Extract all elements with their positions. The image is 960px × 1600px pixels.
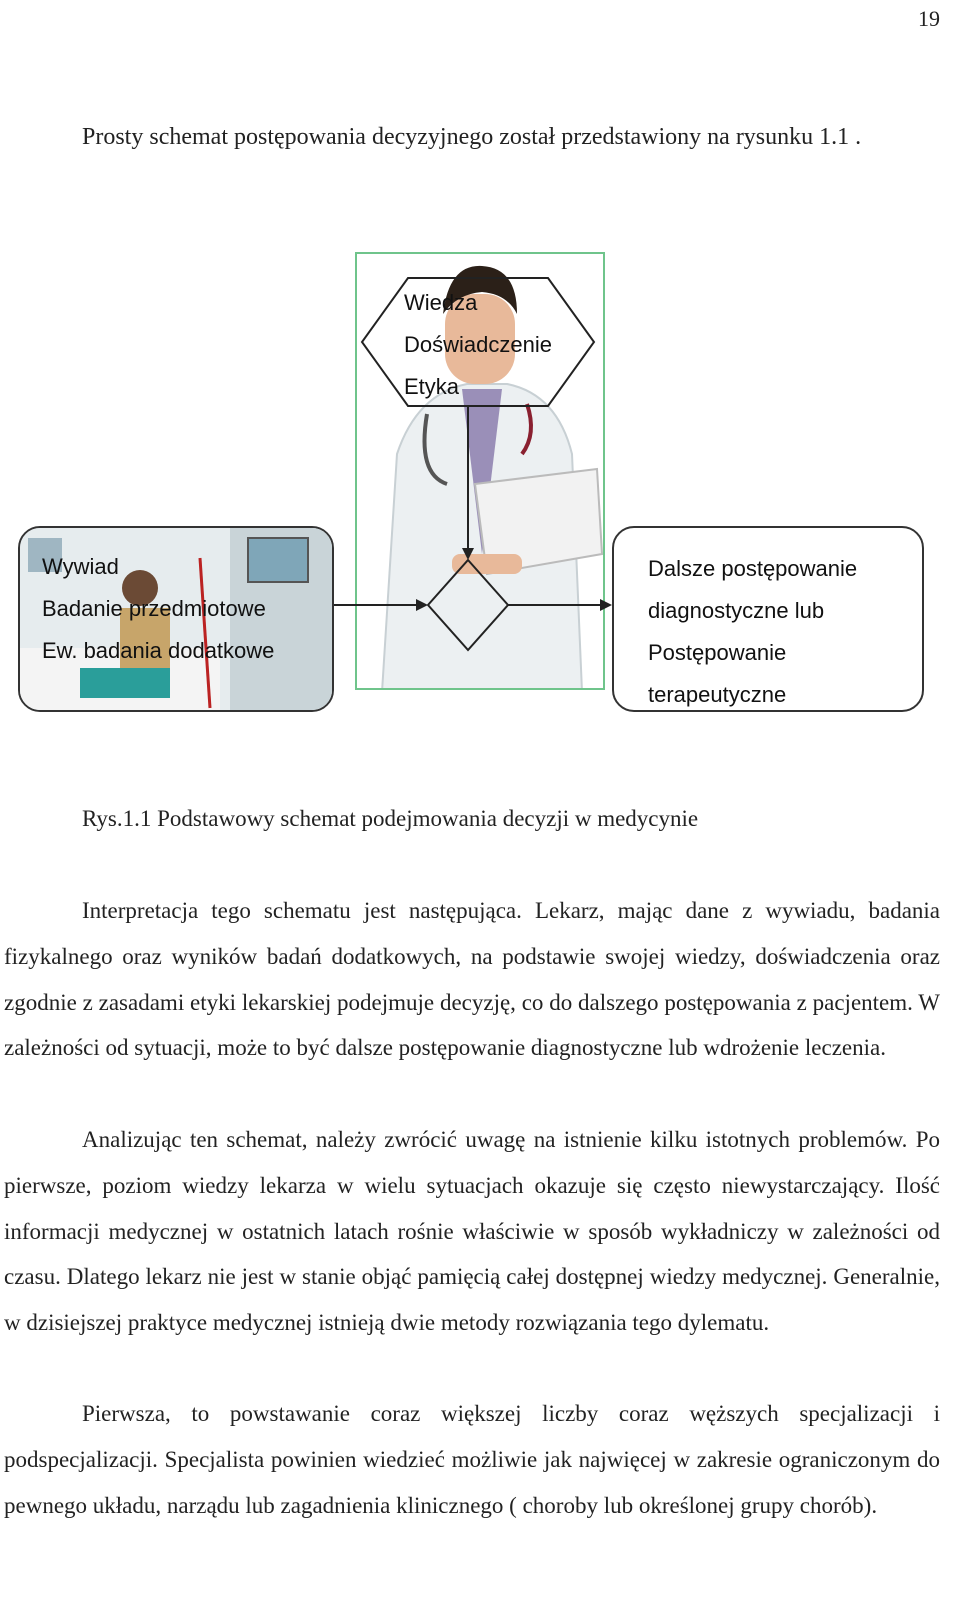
input-line: Badanie przedmiotowe xyxy=(42,596,266,621)
hexagon-line: Etyka xyxy=(404,374,460,399)
outcome-line: Dalsze postępowanie xyxy=(648,556,858,581)
output-arrowhead xyxy=(600,599,612,611)
input-line: Ew. badania dodatkowe xyxy=(42,638,275,663)
decision-diagram xyxy=(0,250,960,730)
hexagon-line: Wiedza xyxy=(404,290,478,315)
outcome-line: Postępowanie xyxy=(648,640,787,665)
hexagon-label xyxy=(404,282,552,408)
hexagon-line: Doświadczenie xyxy=(404,332,552,357)
outcome-line: diagnostyczne lub xyxy=(648,598,825,623)
outcome-box-label xyxy=(648,548,857,716)
input-line: Wywiad xyxy=(42,554,119,579)
intro-sentence: Prosty schemat postępowania decyzyjnego został przedstawiony na rysunku 1.1 . xyxy=(82,124,862,150)
input-arrowhead xyxy=(416,599,428,611)
body-paragraph: Pierwsza, to powstawanie coraz większej liczby coraz węższych specjalizacji i podspecjalizacji. Specjalista powinien wiedzieć możliwie jak najwięcej w zakresie ograniczonym do pewnego układu, narządu lub zagadnienia klinicznego ( choroby lub określonej grupy chorób). xyxy=(4,1401,940,1518)
decision-diamond xyxy=(428,560,508,650)
figure-caption: Rys.1.1 Podstawowy schemat podejmowania decyzji w medycynie xyxy=(82,806,699,831)
hexagon-to-decision-arrowhead xyxy=(462,548,474,560)
input-box-label xyxy=(42,546,274,672)
body-paragraph: Interpretacja tego schematu jest następująca. Lekarz, mając dane z wywiadu, badania fizykalnego oraz wyników badań dodatkowych, na podstawie swojej wiedzy, doświadczenia oraz zgodnie z zasadami etyki lekarskiej podejmuje decyzję, co do dalszego postępowania z pacjentem. W zależności od sytuacji, może to być dalsze postępowanie diagnostyczne lub wdrożenie leczenia. xyxy=(4,898,940,1061)
outcome-line: terapeutyczne xyxy=(648,682,787,707)
body-paragraph: Analizując ten schemat, należy zwrócić uwagę na istnienie kilku istotnych problemów. Po pierwsze, poziom wiedzy lekarza w wielu sytuacjach okazuje się często niewystarczający. Ilość informacji medycznej w ostatnich latach rośnie właściwie w sposób wykładniczy w zależności od czasu. Dlatego lekarz nie jest w stanie objąć pamięcią całej dostępnej wiedzy medycznej. Generalnie, w dzisiejszej praktyce medycznej istnieją dwie metody rozwiązania tego dylematu. xyxy=(4,1127,940,1336)
page-number: 19 xyxy=(918,6,940,31)
